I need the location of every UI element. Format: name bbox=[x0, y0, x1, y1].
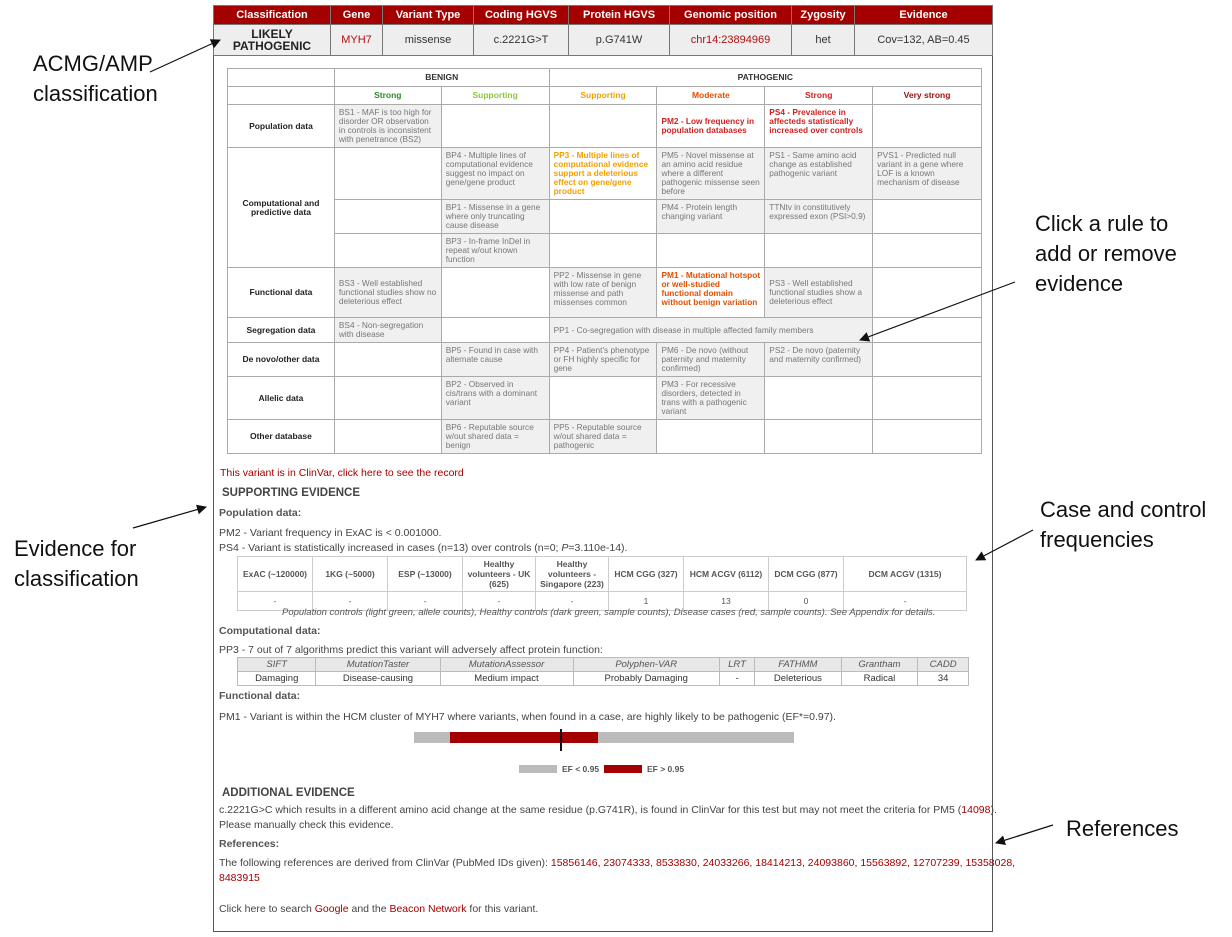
gene-link[interactable]: MYH7 bbox=[331, 25, 383, 56]
rule-BP6[interactable]: BP6 - Reputable source w/out shared data = benign bbox=[441, 420, 549, 454]
rule-PS4[interactable]: PS4 - Prevalence in affecteds statistically increased over controls bbox=[765, 105, 873, 148]
pubmed-links[interactable]: 15856146, 23074333, 8533830, 24033266, 18414213, 24093860, 15563892, 12707239, 15358028, bbox=[550, 857, 1016, 869]
coding-hgvs-value: c.2221G>T bbox=[474, 25, 569, 56]
rule-PP4[interactable]: PP4 - Patient's phenotype or FH highly specific for gene bbox=[549, 343, 657, 377]
rule-BP2[interactable]: BP2 - Observed in cis/trans with a dominant variant bbox=[441, 377, 549, 420]
rule-BP1[interactable]: BP1 - Missense in a gene where only truncating cause disease bbox=[441, 200, 549, 234]
category-other-database: Other database bbox=[228, 420, 335, 454]
supporting-evidence-title: SUPPORTING EVIDENCE bbox=[222, 487, 361, 499]
additional-evidence-title: ADDITIONAL EVIDENCE bbox=[222, 787, 355, 799]
comp-header-cadd: CADD bbox=[918, 658, 969, 672]
level-path-very-strong: Very strong bbox=[873, 87, 982, 105]
pop-value: - bbox=[313, 592, 388, 611]
pop-header-dcm-acgv: DCM ACGV (1315) bbox=[844, 557, 967, 592]
pop-header-exac: ExAC (~120000) bbox=[238, 557, 313, 592]
rule-BS4[interactable]: BS4 - Non-segregation with disease bbox=[334, 318, 441, 343]
pop-value: - bbox=[536, 592, 609, 611]
col-variant-type: Variant Type bbox=[383, 6, 474, 25]
col-coding-hgvs: Coding HGVS bbox=[474, 6, 569, 25]
category-allelic: Allelic data bbox=[228, 377, 335, 420]
genomic-position-link[interactable]: chr14:23894969 bbox=[670, 25, 792, 56]
arrow-evidence bbox=[133, 507, 206, 528]
search-text: Click here to search Google and the Beacon Network for this variant. bbox=[219, 903, 539, 915]
level-benign-strong: Strong bbox=[334, 87, 441, 105]
clinvar-record-link[interactable]: This variant is in ClinVar, click here to see the record bbox=[220, 467, 464, 479]
pop-header-healthy-uk: Healthy volunteers - UK (625) bbox=[463, 557, 536, 592]
arrow-acmg bbox=[150, 40, 220, 72]
rule-PS1[interactable]: PS1 - Same amino acid change as established pathogenic variant bbox=[765, 148, 873, 200]
computational-data-title: Computational data: bbox=[219, 625, 321, 637]
pop-value: - bbox=[238, 592, 313, 611]
evidence-value: Cov=132, AB=0.45 bbox=[855, 25, 993, 56]
rule-PS2[interactable]: PS2 - De novo (paternity and maternity confirmed) bbox=[765, 343, 873, 377]
rule-PM3[interactable]: PM3 - For recessive disorders, detected in trans with a pathogenic variant bbox=[657, 377, 765, 420]
arrow-references bbox=[996, 825, 1053, 843]
manual-check-text: Please manually check this evidence. bbox=[219, 819, 394, 831]
pubmed-link-8483915[interactable]: 8483915 bbox=[219, 872, 260, 884]
col-classification: Classification bbox=[214, 6, 331, 25]
col-evidence: Evidence bbox=[855, 6, 993, 25]
rule-PM1[interactable]: PM1 - Mutational hotspot or well-studied functional domain without benign variation bbox=[657, 268, 765, 318]
protein-hgvs-value: p.G741W bbox=[569, 25, 670, 56]
pop-value: 13 bbox=[684, 592, 769, 611]
category-computational: Computational and predictive data bbox=[228, 148, 335, 268]
pop-header-healthy-sg: Healthy volunteers - Singapore (223) bbox=[536, 557, 609, 592]
pop-header-1kg: 1KG (~5000) bbox=[313, 557, 388, 592]
comp-value: - bbox=[719, 672, 754, 686]
comp-value: Damaging bbox=[238, 672, 316, 686]
category-denovo: De novo/other data bbox=[228, 343, 335, 377]
annotation-references: References bbox=[1066, 816, 1179, 841]
legend-low-label: EF < 0.95 bbox=[562, 764, 600, 774]
category-functional: Functional data bbox=[228, 268, 335, 318]
comp-value: Disease-causing bbox=[316, 672, 440, 686]
comp-header-sift: SIFT bbox=[238, 658, 316, 672]
pathogenic-header: PATHOGENIC bbox=[549, 69, 981, 87]
rule-PM2[interactable]: PM2 - Low frequency in population databases bbox=[657, 105, 765, 148]
references-list: The following references are derived from ClinVar (PubMed IDs given): 15856146, 23074333, 8533830, 24033266, 18414213, 24093860, 15563892, 12707239, 15358028, bbox=[219, 857, 1016, 869]
pm2-evidence-text: PM2 - Variant frequency in ExAC is < 0.001000. bbox=[219, 527, 442, 539]
pp3-evidence-text: PP3 - 7 out of 7 algorithms predict this variant will adversely affect protein function: bbox=[219, 644, 603, 656]
pop-header-hcm-cgg: HCM CGG (327) bbox=[609, 557, 684, 592]
population-data-title: Population data: bbox=[219, 507, 302, 519]
comp-header-mutationtaster: MutationTaster bbox=[316, 658, 440, 672]
annotation-acmg: ACMG/AMP classification bbox=[33, 51, 158, 106]
level-benign-supporting: Supporting bbox=[441, 87, 549, 105]
rule-PM5[interactable]: PM5 - Novel missense at an amino acid residue where a different pathogenic missense seen before bbox=[657, 148, 765, 200]
comp-value: Radical bbox=[841, 672, 918, 686]
comp-header-lrt: LRT bbox=[719, 658, 754, 672]
rule-BP5[interactable]: BP5 - Found in case with alternate cause bbox=[441, 343, 549, 377]
annotation-evidence: Evidence for classification bbox=[14, 536, 139, 591]
col-zygosity: Zygosity bbox=[792, 6, 855, 25]
rule-BP3[interactable]: BP3 - In-frame InDel in repeat w/out known function bbox=[441, 234, 549, 268]
annotation-case-control: Case and control frequencies bbox=[1040, 497, 1207, 552]
rule-BS1[interactable]: BS1 - MAF is too high for disorder OR observation in controls is inconsistent with penetrance (BS2) bbox=[334, 105, 441, 148]
pop-value: - bbox=[388, 592, 463, 611]
rule-PP1[interactable]: PP1 - Co-segregation with disease in multiple affected family members bbox=[549, 318, 873, 343]
col-genomic-position: Genomic position bbox=[670, 6, 792, 25]
comp-header-polyphen: Polyphen-VAR bbox=[573, 658, 719, 672]
rule-BP4[interactable]: BP4 - Multiple lines of computational evidence suggest no impact on gene/gene product bbox=[441, 148, 549, 200]
comp-value: 34 bbox=[918, 672, 969, 686]
legend-high-label: EF > 0.95 bbox=[647, 764, 685, 774]
ps4-evidence-text: PS4 - Variant is statistically increased in cases (n=13) over controls (n=0; P=3.110e-14). bbox=[219, 542, 628, 554]
comp-value: Medium impact bbox=[440, 672, 573, 686]
arrow-click-rule bbox=[860, 282, 1015, 340]
level-path-strong: Strong bbox=[765, 87, 873, 105]
benign-header: BENIGN bbox=[334, 69, 549, 87]
pop-value: - bbox=[463, 592, 536, 611]
comp-header-fathmm: FATHMM bbox=[755, 658, 842, 672]
col-gene: Gene bbox=[331, 6, 383, 25]
rule-PVS1[interactable]: PVS1 - Predicted null variant in a gene where LOF is a known mechanism of disease bbox=[873, 148, 982, 200]
level-path-moderate: Moderate bbox=[657, 87, 765, 105]
references-title: References: bbox=[219, 838, 280, 850]
pop-header-dcm-cgg: DCM CGG (877) bbox=[769, 557, 844, 592]
pop-value: 1 bbox=[609, 592, 684, 611]
category-population: Population data bbox=[228, 105, 335, 148]
pm1-evidence-text: PM1 - Variant is within the HCM cluster of MYH7 where variants, when found in a case, are highly likely to be pathogenic (EF*=0.97). bbox=[219, 711, 836, 723]
rule-BS3[interactable]: BS3 - Well established functional studies show no deleterious effect bbox=[334, 268, 441, 318]
rule-TTNtv[interactable]: TTNtv in constitutively expressed exon (PSI>0.9) bbox=[765, 200, 873, 234]
clinvar-14098-link[interactable]: 14098 bbox=[961, 804, 991, 816]
comp-value: Deleterious bbox=[755, 672, 842, 686]
comp-header-mutationassessor: MutationAssessor bbox=[440, 658, 573, 672]
comp-header-grantham: Grantham bbox=[841, 658, 918, 672]
variant-type-value: missense bbox=[383, 25, 474, 56]
arrow-case-control bbox=[976, 530, 1033, 560]
level-path-supporting: Supporting bbox=[549, 87, 657, 105]
pop-header-hcm-acgv: HCM ACGV (6112) bbox=[684, 557, 769, 592]
beacon-network-link[interactable]: Beacon Network bbox=[389, 903, 467, 915]
pop-value: - bbox=[844, 592, 967, 611]
zygosity-value: het bbox=[792, 25, 855, 56]
pop-header-esp: ESP (~13000) bbox=[388, 557, 463, 592]
google-search-link[interactable]: Google bbox=[314, 903, 349, 915]
functional-data-title: Functional data: bbox=[219, 690, 301, 702]
annotation-click-rule: Click a rule to add or remove evidence bbox=[1035, 211, 1177, 296]
rule-PP5[interactable]: PP5 - Reputable source w/out shared data = pathogenic bbox=[549, 420, 657, 454]
category-segregation: Segregation data bbox=[228, 318, 335, 343]
pop-value: 0 bbox=[769, 592, 844, 611]
rule-PM6[interactable]: PM6 - De novo (without paternity and maternity confirmed) bbox=[657, 343, 765, 377]
rule-PP3[interactable]: PP3 - Multiple lines of computational evidence support a deleterious effect on gene/gene product bbox=[549, 148, 657, 200]
rule-PM4[interactable]: PM4 - Protein length changing variant bbox=[657, 200, 765, 234]
classification-value: LIKELY PATHOGENIC bbox=[214, 25, 331, 56]
rule-PS3[interactable]: PS3 - Well established functional studies show a deleterious effect bbox=[765, 268, 873, 318]
rule-PP2[interactable]: PP2 - Missense in gene with low rate of benign missense and path missenses common bbox=[549, 268, 657, 318]
additional-evidence-text: c.2221G>C which results in a different amino acid change at the same residue (p.G741R), is found in ClinVar for this test but may not meet the criteria for PM5 (14098). bbox=[219, 804, 997, 816]
comp-value: Probably Damaging bbox=[573, 672, 719, 686]
population-caption: Population controls (light green, allele counts), Healthy controls (dark green, sample counts), Disease cases (red, sample counts). See Appendix for details. bbox=[282, 607, 936, 618]
col-protein-hgvs: Protein HGVS bbox=[569, 6, 670, 25]
